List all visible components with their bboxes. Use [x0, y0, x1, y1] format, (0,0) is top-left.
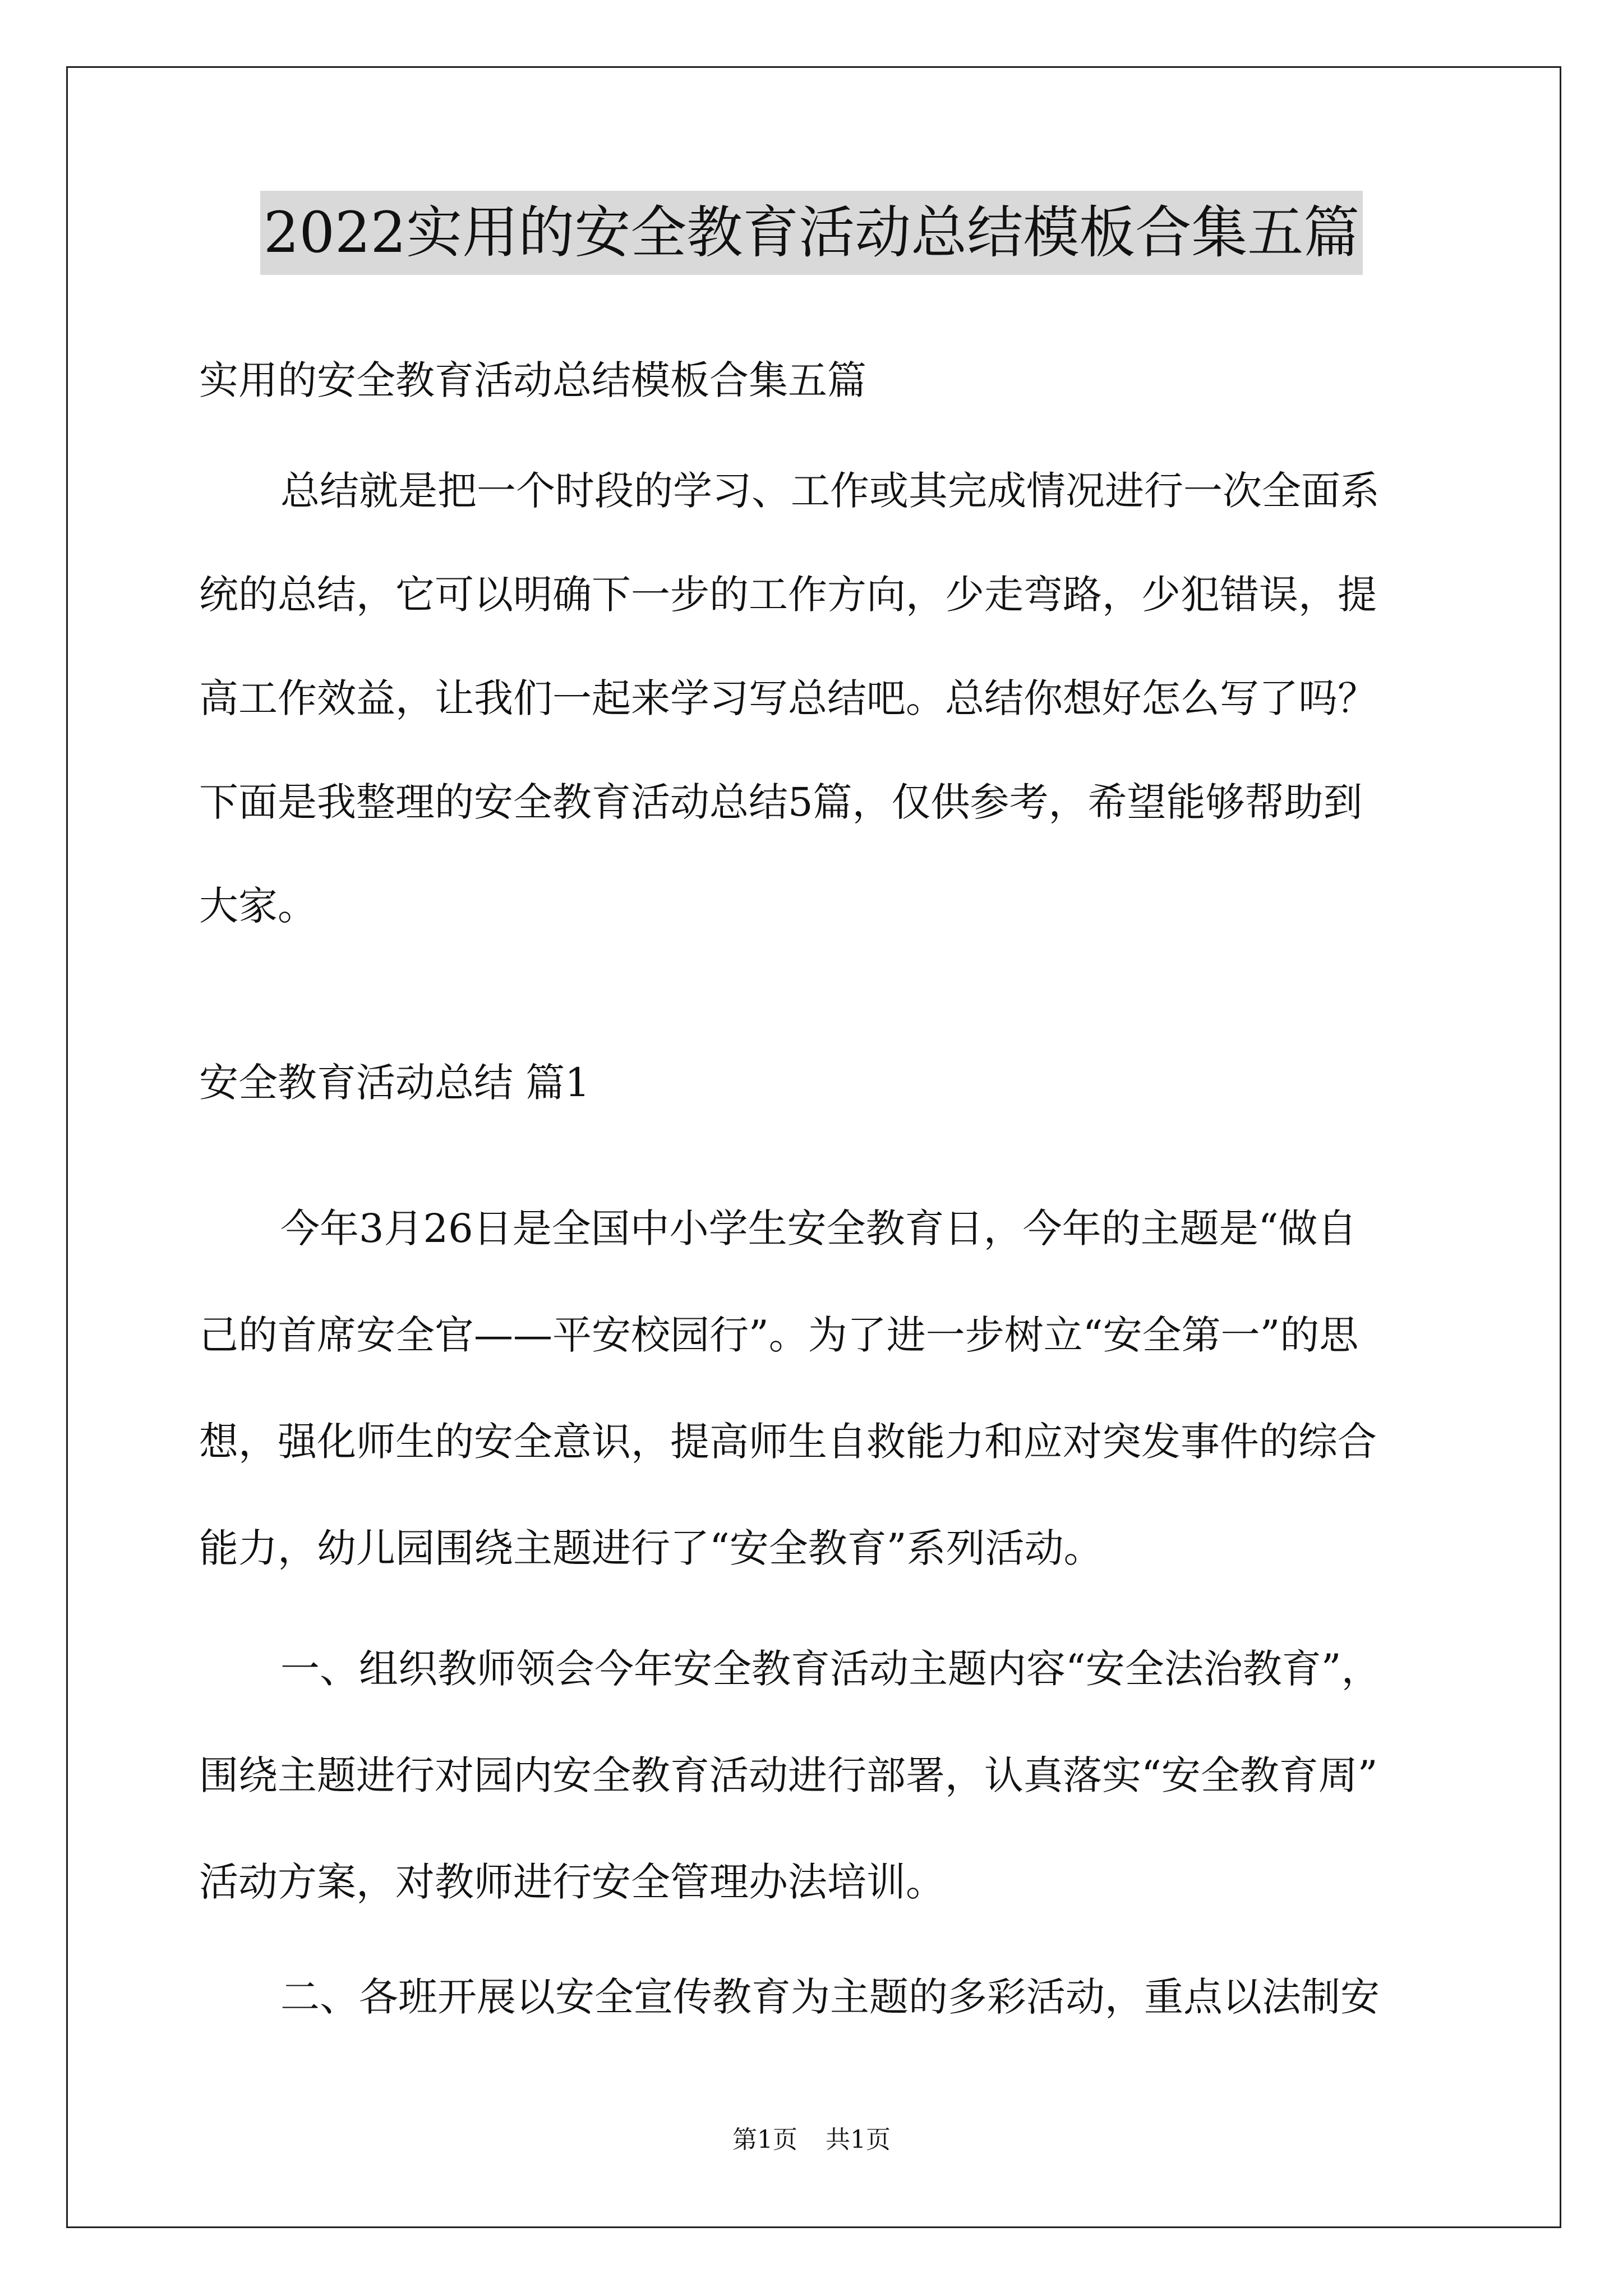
intro-line-4: 下面是我整理的安全教育活动总结5篇，仅供参考，希望能够帮助到 — [199, 779, 1363, 825]
page-number: 第1页 — [732, 2125, 797, 2154]
para3-line-1: 二、各班开展以安全宣传教育为主题的多彩活动，重点以法制安 — [280, 1974, 1380, 2020]
para2-line-1: 一、组织教师领会今年安全教育活动主题内容“安全法治教育”， — [280, 1646, 1381, 1692]
page-total: 共1页 — [826, 2125, 891, 2154]
para2-line-2: 围绕主题进行对园内安全教育活动进行部署，认真落实“安全教育周” — [199, 1752, 1378, 1798]
intro-line-5: 大家。 — [199, 883, 317, 929]
intro-line-2: 统的总结，它可以明确下一步的工作方向，少走弯路，少犯错误，提 — [199, 572, 1377, 618]
section-heading: 安全教育活动总结 篇1 — [199, 1060, 590, 1106]
intro-line-1: 总结就是把一个时段的学习、工作或其完成情况进行一次全面系 — [280, 468, 1380, 514]
page-footer — [0, 2123, 1623, 2157]
para1-line-3: 想，强化师生的安全意识，提高师生自救能力和应对突发事件的综合 — [199, 1419, 1377, 1465]
para2-line-3: 活动方案，对教师进行安全管理办法培训。 — [199, 1859, 945, 1905]
intro-line-3: 高工作效益，让我们一起来学习写总结吧。总结你想好怎么写了吗？ — [199, 675, 1377, 721]
title-container — [0, 191, 1623, 275]
document-title: 2022实用的安全教育活动总结模板合集五篇 — [260, 191, 1363, 275]
para1-line-4: 能力，幼儿园围绕主题进行了“安全教育”系列活动。 — [199, 1525, 1103, 1571]
para1-line-1: 今年3月26日是全国中小学生安全教育日，今年的主题是“做自 — [280, 1205, 1357, 1251]
document-subtitle: 实用的安全教育活动总结模板合集五篇 — [199, 357, 866, 403]
para1-line-2: 己的首席安全官——平安校园行”。为了进一步树立“安全第一”的思 — [199, 1312, 1359, 1358]
